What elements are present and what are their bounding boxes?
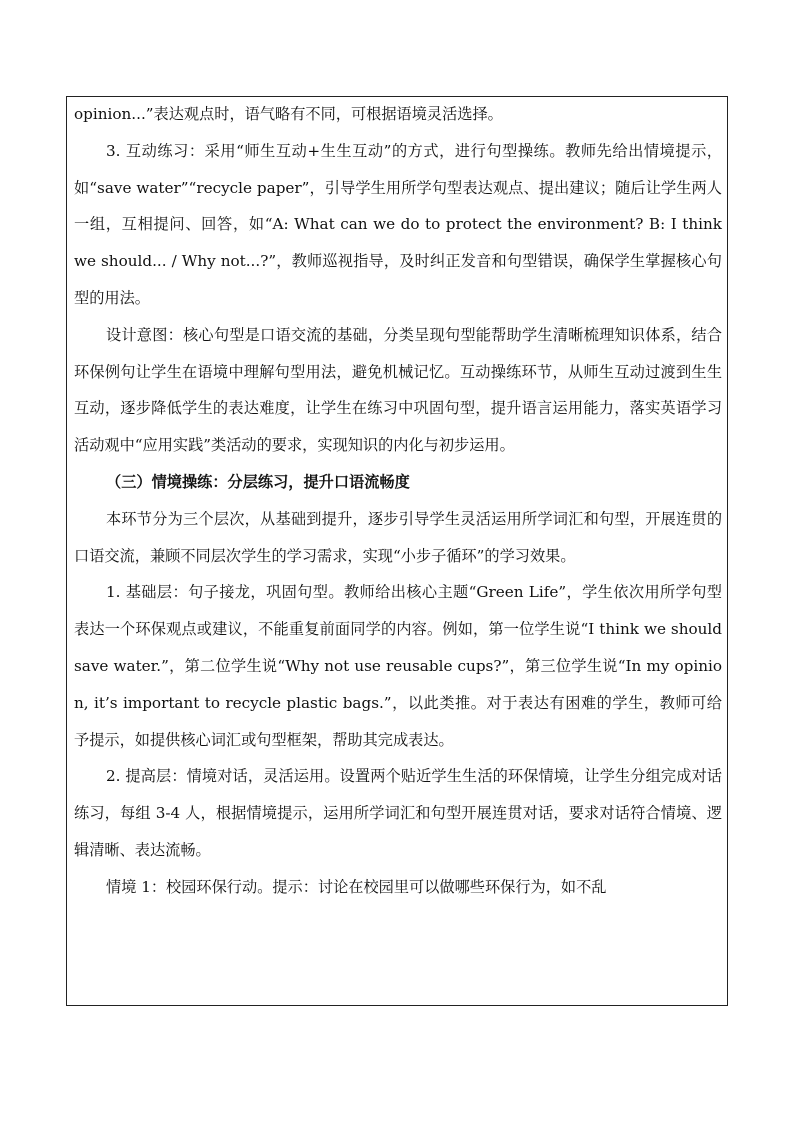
paragraph: 本环节分为三个层次，从基础到提升，逐步引导学生灵活运用所学词汇和句型，开展连贯的口语交流，兼顾不同层次学生的学习需求，实现“小步子循环”的学习效果。 <box>74 509 722 565</box>
paragraph: 1. 基础层：句子接龙，巩固句型。教师给出核心主题“Green Life”，学生依次用所学句型表达一个环保观点或建议，不能重复前面同学的内容。例如，第一位学生说“I think we should save water.”，第二位学生说“Why not use reusable cups?”，第三位学生说“In my opinion, it’s important to recycle plastic bags.”，以此类推。对于表达有困难的学生，教师可给予提示，如提供核心词汇或句型框架，帮助其完成表达。 <box>74 583 722 749</box>
document-body <box>74 96 722 906</box>
paragraph: 设计意图：核心句型是口语交流的基础，分类呈现句型能帮助学生清晰梳理知识体系，结合环保例句让学生在语境中理解句型用法，避免机械记忆。互动操练环节，从师生互动过渡到生生互动，逐步降低学生的表达难度，让学生在练习中巩固句型，提升语言运用能力，落实英语学习活动观中“应用实践”类活动的要求，实现知识的内化与初步运用。 <box>74 325 722 455</box>
paragraph: opinion...”表达观点时，语气略有不同，可根据语境灵活选择。 <box>74 105 503 123</box>
paragraph: 情境 1：校园环保行动。提示：讨论在校园里可以做哪些环保行为，如不乱 <box>106 877 607 896</box>
paragraph: 2. 提高层：情境对话，灵活运用。设置两个贴近学生生活的环保情境，让学生分组完成对话练习，每组 3-4 人，根据情境提示，运用所学词汇和句型开展连贯对话，要求对话符合情境、逻辑清晰、表达流畅。 <box>74 767 722 859</box>
paragraph: 3. 互动练习：采用“师生互动+生生互动”的方式，进行句型操练。教师先给出情境提示，如“save water”“recycle paper”，引导学生用所学句型表达观点、提出建议；随后让学生两人一组，互相提问、回答，如“A: What can we do to protect the environment? B: I think we should... / Why not...?”，教师巡视指导，及时纠正发音和句型错误，确保学生掌握核心句型的用法。 <box>74 141 722 307</box>
section-heading: （三）情境操练：分层练习，提升口语流畅度 <box>106 472 410 491</box>
